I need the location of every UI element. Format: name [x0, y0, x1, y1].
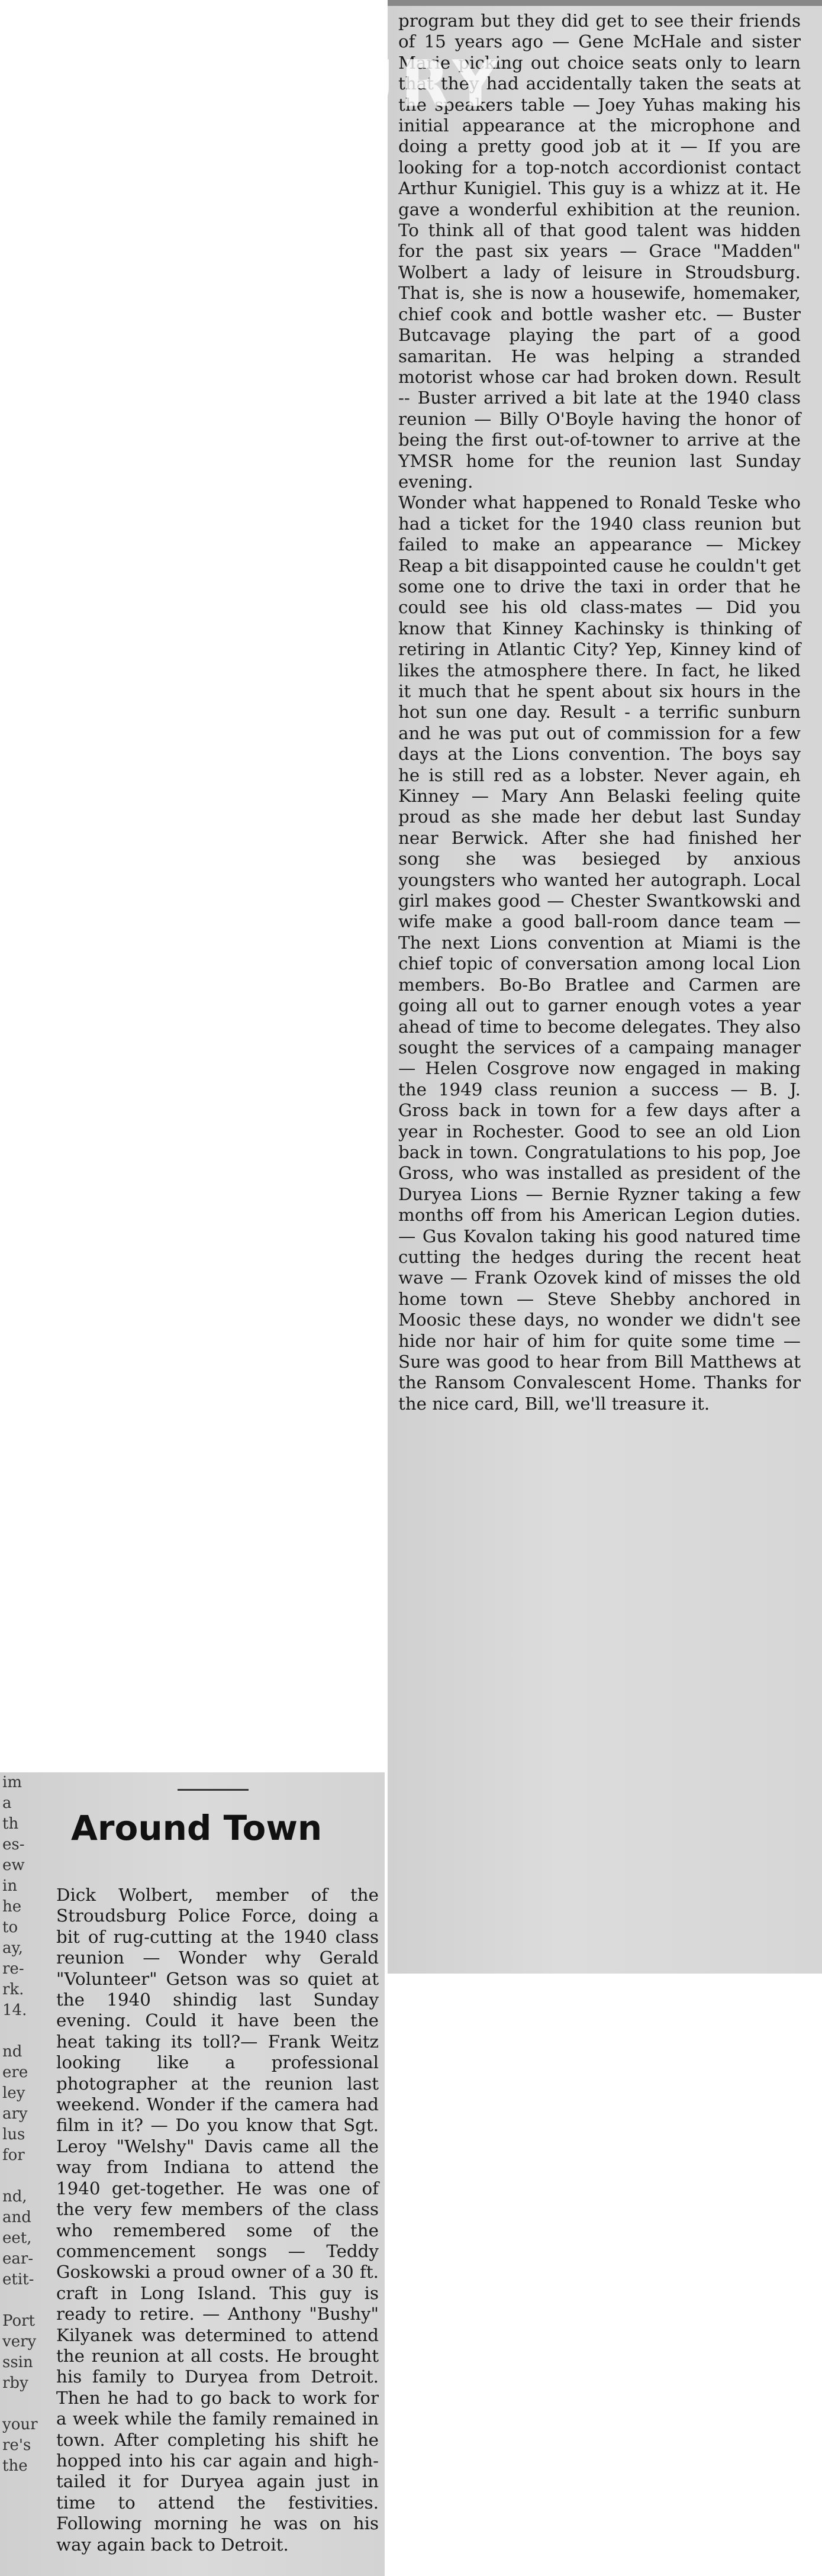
adjacent-column-fragment: im a th es- ew in he to ay, re- rk. 14. nd ere ley ary lus for nd, and eet, ear- etit- Port very ssin rby your re's the [2, 1774, 38, 2475]
right-column-text: program but they did get to see their friends of 15 years ago — Gene McHale and sister Marie picking out choice seats only to learn that they had accidentally taken the seats at the speakers table — Joey Yuhas making his initial appearance at the microphone and doing a pretty good job at it — If you are looking for a top-notch accordionist contact Arthur Kunigiel. This guy is a whizz at it. He gave a wonderful exhibition at the reunion. To think all of that good talent was hidden for the past six years — Grace "Madden" Wolbert a lady of leisure in Stroudsburg. That is, she is now a housewife, homemaker, chief cook and bottle washer etc. — Buster Butcavage playing the part of a good samaritan. He was helping a stranded motorist whose car had broken down. Result -- Buster arrived a bit late at the 1940 class reunion — Billy O'Boyle having the honor of being the first out-of-towner to arrive at the YMSR home for the reunion last Sunday evening. Wonder what happened to Ronald Teske who had a ticket for the 1940 class reunion but failed to make an appearance — Mickey Reap a bit disappointed cause he couldn't get some one to drive the taxi in order that he could see his old class-mates — Did you know that Kinney Kachinsky is thinking of retiring in Atlantic City? Yep, Kinney kind of likes the atmosphere there. In fact, he liked it much that he spent about six hours in the hot sun one day. Result - a terrific sunburn and he was put out of commission for a few days at the Lions convention. The boys say he is still red as a lobster. Never again, eh Kinney — Mary Ann Belaski feeling quite proud as she made her debut last Sunday near Berwick. After she had finished her song she was besieged by anxious youngsters who wanted her autograph. Local girl makes good — Chester Swantkowski and wife make a good ball-room dance team — The next Lions convention at Miami is the chief topic of conversation among local Lion members. Bo-Bo Bratlee and Carmen are going all out to garner enough votes a year ahead of time to become delegates. They also sought the services of a campaing manager — Helen Cosgrove now engaged in making the 1949 class reunion a success — B. J. Gross back in town for a few days after a year in Rochester. Good to see an old Lion back in town. Congratulations to his pop, Joe Gross, who was installed as president of the Duryea Lions — Bernie Ryzner taking a few months off from his American Legion duties. — Gus Kovalon taking his good natured time cutting the hedges during the recent heat wave — Frank Ozovek kind of misses the old home town — Steve Shebby anchored in Moosic these days, no wonder we didn't see hide nor hair of him for quite some time — Sure was good to hear from Bill Matthews at the Ransom Convalescent Home. Thanks for the nice card, Bill, we'll treasure it. [398, 11, 801, 1414]
clipping-top-edge [388, 0, 822, 6]
left-column-text: Dick Wolbert, member of the Stroudsburg Police Force, doing a bit of rug-cutting at the 1940 class reunion — Wonder why Gerald "Volunteer" Getson was so quiet at the 1940 shindig last Sunday evening. Could it have been the heat taking its toll?— Frank Weitz looking like a professional photographer at the reunion last weekend. Wonder if the camera had film in it? — Do you know that Sgt. Leroy "Welshy" Davis came all the way from Indiana to attend the 1940 get-together. He was one of the very few members of the class who remembered some of the commencement songs — Teddy Goskowski a proud owner of a 30 ft. craft in Long Island. This guy is ready to retire. — Anthony "Bushy" Kilyanek was determined to attend the reunion at all costs. He brought his family to Duryea from Detroit. Then he had to go back to work for a week while the family remained in town. After completing his shift he hopped into his car again and high-tailed it for Duryea again just in time to attend the festivities. Following morning he was on his way again back to Detroit. [56, 1885, 379, 2555]
column-heading: Around Town [71, 1808, 323, 1848]
heading-rule [178, 1789, 249, 1791]
left-column-clipping [0, 1772, 385, 2576]
right-column-clipping [388, 0, 822, 1974]
watermark: WWW.DURY [30, 47, 505, 121]
